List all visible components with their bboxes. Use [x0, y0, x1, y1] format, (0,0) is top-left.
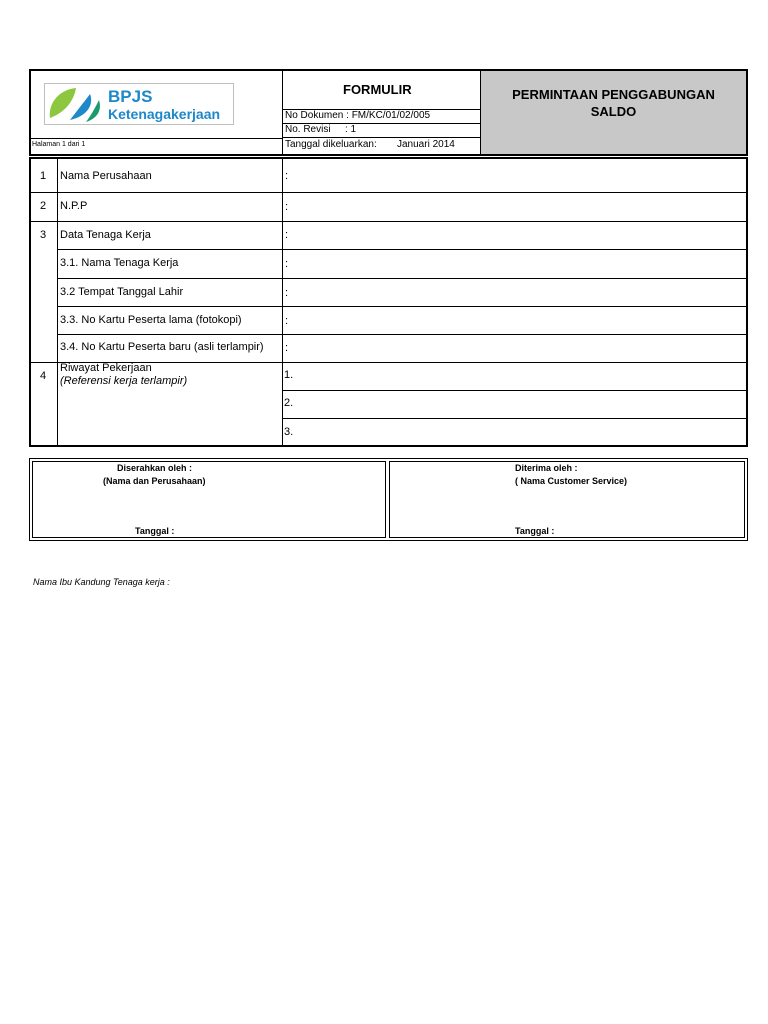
row-number: 3 — [40, 229, 47, 241]
table-divider — [57, 158, 58, 446]
bpjs-logo — [44, 83, 234, 125]
row-line — [57, 334, 746, 335]
row-label: Riwayat Pekerjaan — [60, 362, 152, 374]
revision-value: : 1 — [345, 124, 357, 135]
signature-left — [32, 461, 386, 538]
row-line — [282, 390, 746, 391]
work-history-item[interactable]: 2. — [284, 397, 294, 409]
work-history-item[interactable]: 3. — [284, 426, 294, 438]
row-label: 3.2 Tempat Tanggal Lahir — [60, 286, 184, 298]
row-label: Nama Perusahaan — [60, 170, 152, 182]
company-name-field[interactable]: : — [285, 170, 289, 182]
work-history-item[interactable]: 1. — [284, 369, 294, 381]
row-label: N.P.P — [60, 200, 88, 212]
row-label: 3.1. Nama Tenaga Kerja — [60, 257, 179, 269]
form-title-line1: PERMINTAAN PENGGABUNGAN — [512, 87, 715, 102]
row-label: Data Tenaga Kerja — [60, 229, 151, 241]
header-divider — [282, 70, 283, 155]
header-divider — [30, 138, 282, 139]
birth-place-date-field[interactable]: : — [285, 287, 289, 299]
row-label: 3.4. No Kartu Peserta baru (asli terlampir) — [60, 341, 264, 353]
page-info: Halaman 1 dari 1 — [32, 141, 86, 148]
form-type: FORMULIR — [343, 82, 412, 97]
submitted-by-label: Diserahkan oleh : — [117, 463, 193, 473]
received-by-sub: ( Nama Customer Service) — [515, 476, 628, 486]
worker-data-field[interactable]: : — [285, 229, 289, 241]
submitted-by-sub: (Nama dan Perusahaan) — [103, 476, 206, 486]
submitted-date-label: Tanggal : — [135, 526, 175, 536]
issued-value: Januari 2014 — [397, 139, 455, 150]
data-table — [29, 157, 748, 447]
received-by-label: Diterima oleh : — [515, 463, 578, 473]
form-title-line2: SALDO — [590, 104, 637, 119]
doc-number: No Dokumen : FM/KC/01/02/005 — [285, 110, 431, 121]
row-line — [30, 192, 746, 193]
row-label: 3.3. No Kartu Peserta lama (fotokopi) — [60, 314, 242, 326]
bpjs-logo-icon — [46, 84, 106, 124]
row-line — [30, 221, 746, 222]
row-line — [57, 306, 746, 307]
mother-name-label: Nama Ibu Kandung Tenaga kerja : — [33, 577, 170, 587]
row-number: 4 — [40, 370, 47, 382]
table-divider — [282, 158, 283, 446]
header-divider — [282, 137, 480, 138]
row-line — [57, 278, 746, 279]
row-number: 1 — [40, 170, 47, 182]
work-history-note: (Referensi kerja terlampir) — [60, 375, 188, 387]
row-line — [57, 249, 746, 250]
logo-brand: BPJS — [108, 87, 153, 106]
revision-label: No. Revisi — [285, 124, 331, 135]
issued-label: Tanggal dikeluarkan: — [285, 139, 377, 150]
row-line — [282, 418, 746, 419]
logo-subtitle: Ketenagakerjaan — [108, 106, 221, 122]
row-number: 2 — [40, 200, 47, 212]
old-card-field[interactable]: : — [285, 315, 289, 327]
npp-field[interactable]: : — [285, 201, 289, 213]
worker-name-field[interactable]: : — [285, 258, 289, 270]
received-date-label: Tanggal : — [515, 526, 555, 536]
new-card-field[interactable]: : — [285, 342, 289, 354]
